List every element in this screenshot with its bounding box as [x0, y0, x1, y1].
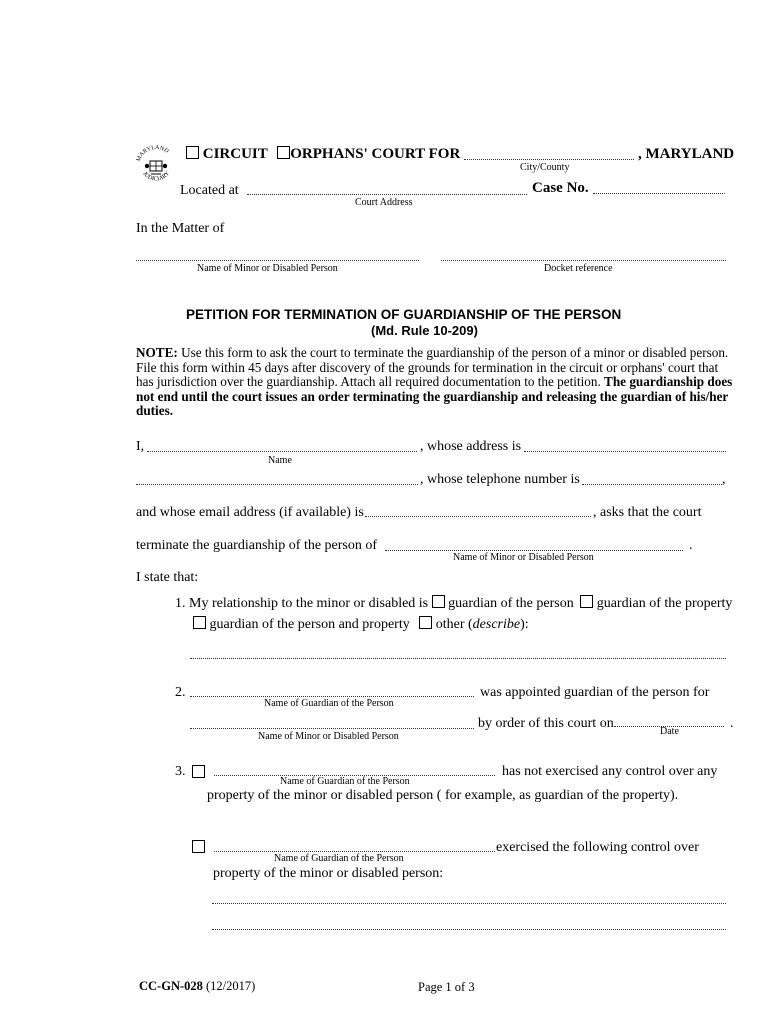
- note-body: Use this form to ask the court to terminate the guardianship of the person of a minor or disabled person. File this form within 45 days after discovery of the grounds for termination in the circuit or orphans' court that has jurisdiction over the guardianship. Attach all required documentation to the petition.: [136, 345, 729, 390]
- other-label: other (describe):: [435, 617, 529, 632]
- guardian-person-label: guardian of the person: [448, 596, 574, 611]
- phone-label: , whose telephone number is: [420, 472, 580, 487]
- guardian-name-field-3[interactable]: [214, 851, 495, 852]
- exercised-text: exercised the following control over: [496, 840, 699, 855]
- case-no-label: Case No.: [532, 180, 589, 196]
- guardian-name-caption-2: Name of Guardian of the Person: [280, 776, 410, 787]
- item3-number: 3.: [175, 764, 186, 779]
- court-type-row: [186, 146, 460, 163]
- city-county-field[interactable]: [464, 159, 634, 160]
- guardian-name-caption: Name of Guardian of the Person: [264, 698, 394, 709]
- terminate-label: terminate the guardianship of the person of: [136, 538, 378, 553]
- orphans-court-label: ORPHANS' COURT FOR: [290, 146, 461, 162]
- maryland-judiciary-seal: [133, 143, 179, 189]
- note-bold-text: The guardianship does not end until the court issues an order terminating the guardianship and releasing the guardian of his/her duties.: [136, 374, 733, 419]
- item1-number: 1.: [175, 596, 186, 611]
- i-state-that: I state that:: [136, 570, 199, 585]
- state-label: , MARYLAND: [638, 146, 735, 162]
- item1-text: My relationship to the minor or disabled is: [189, 596, 429, 611]
- docket-reference-caption: Docket reference: [544, 263, 613, 274]
- guardian-name-caption-3: Name of Guardian of the Person: [274, 853, 404, 864]
- note-label: NOTE:: [136, 345, 178, 360]
- appointed-text: was appointed guardian of the person for: [480, 685, 710, 700]
- item1-row2: [193, 616, 529, 633]
- email-field[interactable]: [365, 516, 591, 517]
- item1-row1: [175, 595, 732, 612]
- address-field-2[interactable]: [136, 484, 418, 485]
- form-code: CC-GN-028 (12/2017): [139, 979, 256, 993]
- svg-text:MARYLAND: MARYLAND: [135, 144, 170, 163]
- in-the-matter-label: In the Matter of: [136, 221, 225, 236]
- court-address-field[interactable]: [247, 194, 527, 195]
- circuit-label: CIRCUIT: [202, 146, 268, 162]
- note-paragraph: [136, 346, 736, 419]
- address-field-1[interactable]: [524, 451, 726, 452]
- page-title: PETITION FOR TERMINATION OF GUARDIANSHIP OF THE PERSON: [186, 307, 622, 322]
- docket-reference-field[interactable]: [441, 260, 726, 261]
- located-at-label: Located at: [180, 183, 239, 198]
- page-number: Page 1 of 3: [418, 980, 475, 994]
- i-label: I,: [136, 439, 145, 454]
- guardian-person-property-label: guardian of the person and property: [209, 617, 410, 632]
- case-no-field[interactable]: [593, 193, 725, 194]
- control-description-field-2[interactable]: [212, 929, 726, 930]
- asks-label: , asks that the court: [593, 505, 702, 520]
- minor-name-field[interactable]: [136, 260, 419, 261]
- property-line-2: property of the minor or disabled person:: [213, 866, 444, 881]
- control-description-field-1[interactable]: [212, 903, 726, 904]
- terminate-period: .: [689, 538, 693, 553]
- order-text: by order of this court on: [478, 716, 614, 731]
- guardian-property-checkbox[interactable]: [580, 595, 593, 608]
- other-describe-field[interactable]: [190, 658, 726, 659]
- svg-text:JUDICIARY: JUDICIARY: [141, 170, 172, 183]
- minor-name-field-2[interactable]: [385, 550, 683, 551]
- name-caption: Name: [268, 455, 292, 466]
- order-period: .: [730, 716, 734, 731]
- email-label: and whose email address (if available) is: [136, 505, 364, 520]
- exercised-control-checkbox[interactable]: [192, 840, 205, 853]
- property-line: property of the minor or disabled person ( for example, as guardian of the property).: [207, 788, 679, 803]
- no-control-text: has not exercised any control over any: [502, 764, 718, 779]
- city-county-caption: City/County: [520, 162, 570, 173]
- minor-name-caption-3: Name of Minor or Disabled Person: [258, 731, 399, 742]
- phone-end: ,: [722, 472, 726, 487]
- item2-number: 2.: [175, 685, 186, 700]
- guardian-property-label: guardian of the property: [596, 596, 733, 611]
- orphans-court-checkbox[interactable]: [277, 146, 290, 159]
- other-checkbox[interactable]: [419, 616, 432, 629]
- guardian-person-property-checkbox[interactable]: [193, 616, 206, 629]
- minor-name-caption-2: Name of Minor or Disabled Person: [453, 552, 594, 563]
- minor-name-field-3[interactable]: [190, 728, 474, 729]
- court-address-caption: Court Address: [355, 197, 413, 208]
- date-caption: Date: [660, 726, 679, 737]
- address-label: , whose address is: [420, 439, 522, 454]
- minor-name-caption: Name of Minor or Disabled Person: [197, 263, 338, 274]
- petitioner-name-field[interactable]: [147, 451, 417, 452]
- guardian-name-field[interactable]: [190, 696, 474, 697]
- guardian-person-checkbox[interactable]: [432, 595, 445, 608]
- phone-field[interactable]: [582, 484, 722, 485]
- rule-subtitle: (Md. Rule 10-209): [371, 323, 478, 338]
- circuit-checkbox[interactable]: [186, 146, 199, 159]
- no-control-checkbox[interactable]: [192, 765, 205, 778]
